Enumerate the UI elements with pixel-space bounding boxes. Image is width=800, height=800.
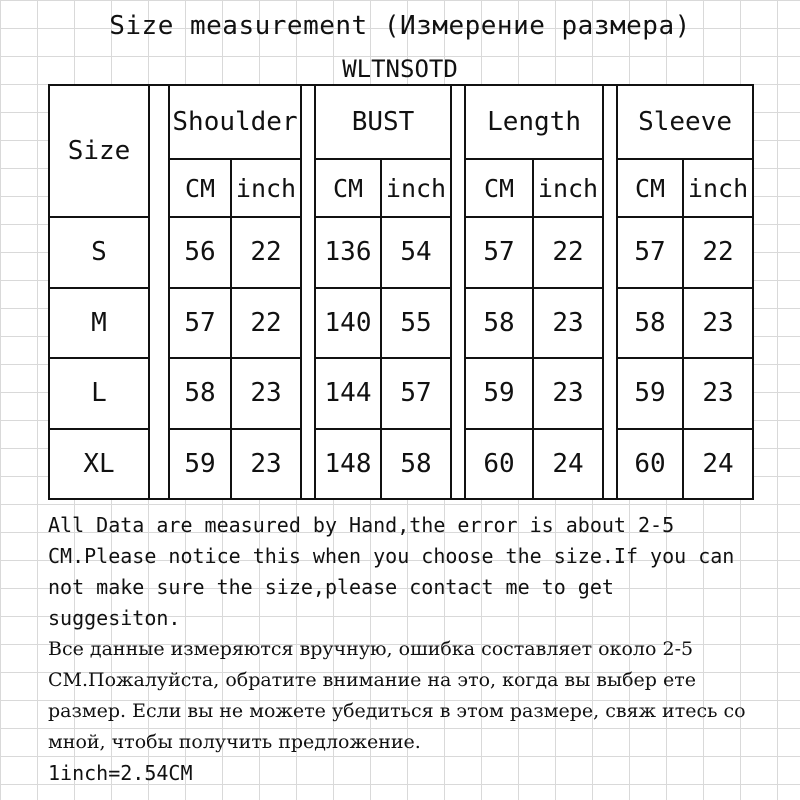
shoulder-cm: 59 xyxy=(169,429,231,500)
unit-cm: CM xyxy=(617,159,683,217)
shoulder-cm: 57 xyxy=(169,288,231,359)
size-label: L xyxy=(49,358,149,429)
unit-inch: inch xyxy=(381,159,451,217)
table-row xyxy=(49,217,753,288)
sleeve-inch: 23 xyxy=(683,288,753,359)
length-inch: 24 xyxy=(533,429,603,500)
unit-inch: inch xyxy=(231,159,301,217)
size-label: M xyxy=(49,288,149,359)
length-inch: 23 xyxy=(533,358,603,429)
measurement-notes xyxy=(48,510,748,789)
unit-cm: CM xyxy=(315,159,381,217)
page-title: Size measurement (Измерение размера) xyxy=(109,11,691,41)
shoulder-cm: 56 xyxy=(169,217,231,288)
bust-inch: 58 xyxy=(381,429,451,500)
bust-cm: 136 xyxy=(315,217,381,288)
sleeve-inch: 22 xyxy=(683,217,753,288)
brand-name: WLTNSOTD xyxy=(342,55,458,83)
bust-inch: 57 xyxy=(381,358,451,429)
sleeve-cm: 58 xyxy=(617,288,683,359)
bust-header: BUST xyxy=(315,85,451,159)
shoulder-inch: 23 xyxy=(231,358,301,429)
unit-cm: CM xyxy=(465,159,533,217)
note-conversion: 1inch=2.54CM xyxy=(48,761,193,785)
note-russian: Все данные измеряются вручную, ошибка составляет около 2-5 CM.Пожалуйста, обратите внимание на это, когда вы выбер ете размер. Если вы не можете убедиться в этом размере, свяж итесь со мной, чтобы получить предложение. xyxy=(48,638,746,753)
table-row xyxy=(49,429,753,500)
unit-inch: inch xyxy=(533,159,603,217)
size-column-header: Size xyxy=(49,85,149,217)
length-cm: 58 xyxy=(465,288,533,359)
size-table xyxy=(48,84,754,500)
length-cm: 60 xyxy=(465,429,533,500)
note-english: All Data are measured by Hand,the error is about 2-5 CM.Please notice this when you choose the size.If you can not make sure the size,please contact me to get suggesiton. xyxy=(48,513,735,630)
sleeve-cm: 59 xyxy=(617,358,683,429)
length-inch: 23 xyxy=(533,288,603,359)
table-row xyxy=(49,288,753,359)
sleeve-cm: 60 xyxy=(617,429,683,500)
bust-cm: 144 xyxy=(315,358,381,429)
shoulder-inch: 23 xyxy=(231,429,301,500)
length-cm: 59 xyxy=(465,358,533,429)
bust-inch: 54 xyxy=(381,217,451,288)
table-row xyxy=(49,358,753,429)
length-cm: 57 xyxy=(465,217,533,288)
size-label: S xyxy=(49,217,149,288)
length-inch: 22 xyxy=(533,217,603,288)
unit-inch: inch xyxy=(683,159,753,217)
shoulder-inch: 22 xyxy=(231,217,301,288)
sleeve-inch: 23 xyxy=(683,358,753,429)
shoulder-cm: 58 xyxy=(169,358,231,429)
bust-inch: 55 xyxy=(381,288,451,359)
size-label: XL xyxy=(49,429,149,500)
sleeve-header: Sleeve xyxy=(617,85,753,159)
unit-cm: CM xyxy=(169,159,231,217)
shoulder-inch: 22 xyxy=(231,288,301,359)
sleeve-inch: 24 xyxy=(683,429,753,500)
sleeve-cm: 57 xyxy=(617,217,683,288)
length-header: Length xyxy=(465,85,603,159)
shoulder-header: Shoulder xyxy=(169,85,301,159)
bust-cm: 148 xyxy=(315,429,381,500)
bust-cm: 140 xyxy=(315,288,381,359)
